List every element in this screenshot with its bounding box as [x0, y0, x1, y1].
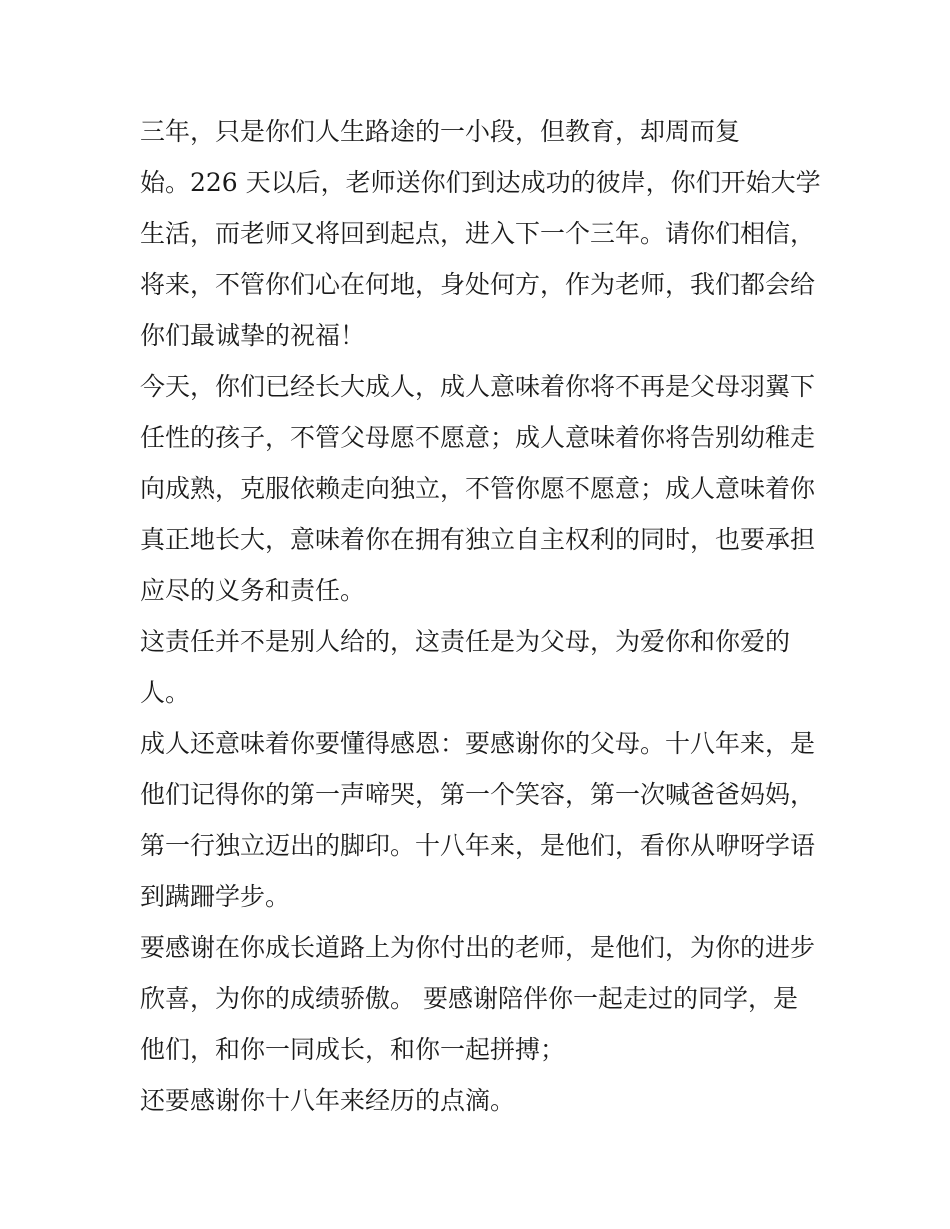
text-line: 欣喜，为你的成绩骄傲。 要感谢陪伴你一起走过的同学，是	[140, 984, 798, 1013]
text-line: 生活，而老师又将回到起点，进入下一个三年。请你们相信，	[140, 219, 816, 248]
text-line: 始。226 天以后，老师送你们到达成功的彼岸，你们开始大学	[140, 168, 821, 197]
text-line: 今天，你们已经长大成人，成人意味着你将不再是父母羽翼下	[140, 372, 816, 401]
text-line: 成人还意味着你要懂得感恩：要感谢你的父母。十八年来，是	[140, 729, 816, 758]
document-body	[140, 106, 820, 1126]
text-line: 三年，只是你们人生路途的一小段，但教育，却周而复	[140, 117, 741, 146]
text-line: 要感谢在你成长道路上为你付出的老师，是他们，为你的进步	[140, 933, 816, 962]
text-line: 真正地长大，意味着你在拥有独立自主权利的同时，也要承担	[140, 525, 816, 554]
text-line: 应尽的义务和责任。	[140, 576, 366, 605]
text-line: 向成熟，克服依赖走向独立，不管你愿不愿意；成人意味着你	[140, 474, 816, 503]
text-line: 到蹒跚学步。	[140, 882, 291, 911]
text-line: 他们，和你一同成长，和你一起拼搏；	[140, 1035, 566, 1064]
text-line: 还要感谢你十八年来经历的点滴。	[140, 1086, 516, 1115]
text-line: 将来，不管你们心在何地，身处何方，作为老师，我们都会给	[140, 270, 816, 299]
text-line: 他们记得你的第一声啼哭，第一个笑容，第一次喊爸爸妈妈，	[140, 780, 816, 809]
text-line: 你们最诚挚的祝福！	[140, 321, 366, 350]
text-line: 人。	[140, 678, 191, 707]
text-line: 任性的孩子，不管父母愿不愿意；成人意味着你将告别幼稚走	[140, 423, 816, 452]
text-line: 这责任并不是别人给的，这责任是为父母，为爱你和你爱的	[140, 627, 791, 656]
text-line: 第一行独立迈出的脚印。十八年来，是他们，看你从咿呀学语	[140, 831, 816, 860]
